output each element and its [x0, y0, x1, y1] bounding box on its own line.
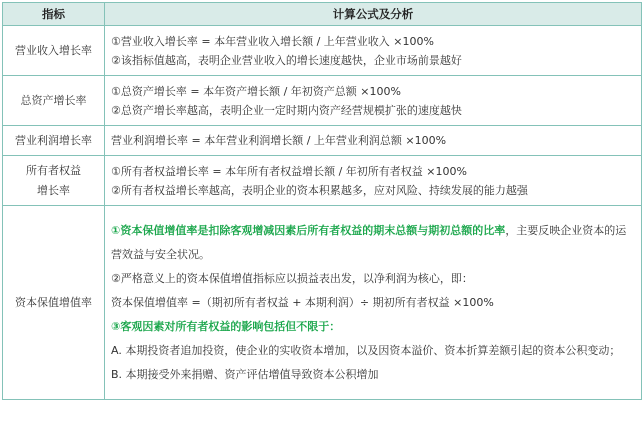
- formula-cell: [105, 156, 642, 206]
- table-header-row: [3, 3, 642, 26]
- metric-name: 资本保值增值率: [3, 206, 105, 400]
- column-header-metric: 指标: [3, 3, 105, 26]
- metric-name-line: 增长率: [37, 183, 70, 197]
- definition-line: [111, 219, 635, 267]
- metric-name: 营业收入增长率: [3, 26, 105, 76]
- metrics-table: [2, 2, 642, 400]
- analysis-line: ②该指标值越高，表明企业营业收入的增长速度越快，企业市场前景越好: [111, 53, 462, 67]
- formula-line: ①总资产增长率 = 本年资产增长额 / 年初资产总额 ×100%: [111, 84, 401, 98]
- formula-line: 营业利润增长率 = 本年营业利润增长额 / 上年营业利润总额 ×100%: [111, 134, 447, 147]
- factor-item: A. 本期投资者追加投资，使企业的实收资本增加，以及因资本溢价、资本折算差额引起的资本公积变动；: [111, 343, 621, 357]
- metric-name: 总资产增长率: [3, 76, 105, 126]
- table-row: [3, 76, 642, 126]
- formula-line: 资本保值增值率 =（期初所有者权益 + 本期利润）÷ 期初所有者权益 ×100%: [111, 295, 494, 309]
- highlight-heading: ③客观因素对所有者权益的影响包括但不限于：: [111, 319, 341, 333]
- table-row: [3, 156, 642, 206]
- table-row: [3, 26, 642, 76]
- metric-name-line: 所有者权益: [26, 163, 81, 177]
- formula-line: ①营业收入增长率 = 本年营业收入增长额 / 上年营业收入 ×100%: [111, 34, 434, 48]
- table-row: [3, 126, 642, 156]
- analysis-line: ②总资产增长率越高，表明企业一定时期内资产经营规模扩张的速度越快: [111, 103, 462, 117]
- factor-item: B. 本期接受外来捐赠、资产评估增值导致资本公积增加: [111, 367, 379, 381]
- metric-name: 营业利润增长率: [3, 126, 105, 156]
- formula-cell: [105, 76, 642, 126]
- metric-name: [3, 156, 105, 206]
- formula-cell: [105, 26, 642, 76]
- formula-cell: [105, 126, 642, 156]
- analysis-line: ②所有者权益增长率越高，表明企业的资本积累越多，应对风险、持续发展的能力越强: [111, 183, 528, 197]
- formula-line: ①所有者权益增长率 = 本年所有者权益增长额 / 年初所有者权益 ×100%: [111, 164, 467, 178]
- highlight-text: ①资本保值增值率是扣除客观增减因素后所有者权益的期末总额与期初总额的比率: [111, 223, 506, 237]
- definition-rest: ，主要反映企业资本的运营效益与安全状况。: [111, 223, 627, 261]
- table-row: [3, 206, 642, 400]
- column-header-formula: 计算公式及分析: [105, 3, 642, 26]
- analysis-line: ②严格意义上的资本保值增值指标应以损益表出发，以净利润为核心，即：: [111, 271, 473, 285]
- formula-cell: [105, 206, 642, 400]
- metrics-table-container: [2, 2, 641, 400]
